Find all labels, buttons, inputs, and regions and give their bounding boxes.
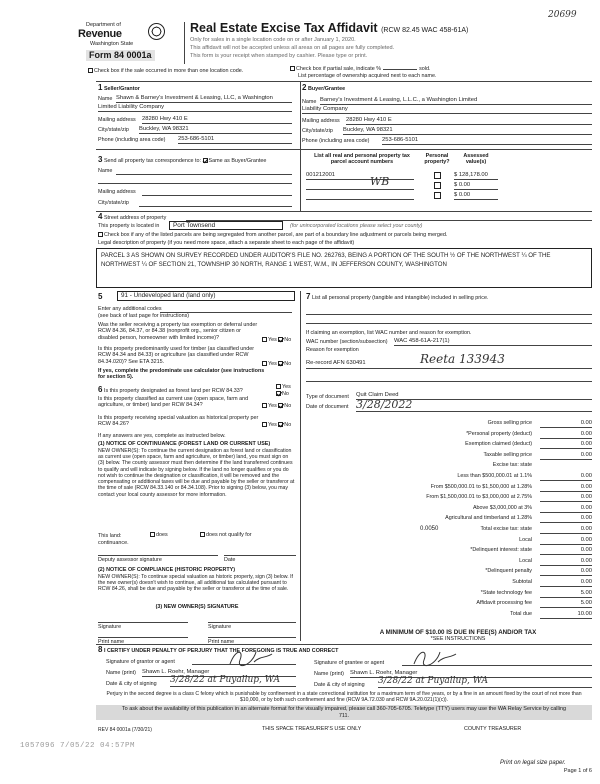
grantee-sig-label: Signature of grantee or agent [314,660,385,666]
minimum-notice: A MINIMUM OF $10.00 IS DUE IN FEE(S) AND/OR TAX [379,629,537,636]
buyer-city-label: City/state/zip [302,128,333,134]
timber-question: Is this property predominantly used for timber (as classified under RCW 84.34 and 84.33) or agriculture (as classified under RCW 84.34.020)? See ETA 3215. [98,346,255,365]
parcel-3-field[interactable] [306,199,414,200]
current-use-question: Is this property classified as current use (open space, farm and agriculture, or timber) land per RCW 84.34? [98,396,249,409]
tax-row-value[interactable]: 0.00 [540,441,592,449]
segregated-check[interactable]: Check box if any of the listed parcels are being segregated from another parcel, are part of a boundary line adjustment or parcels being merged. [98,232,447,238]
personal-header: Personal property? [424,153,450,166]
tax-row [306,611,592,620]
buyer-address-label: Mailing address [302,118,340,124]
tax-row-label: *State technology fee [480,589,532,596]
tax-row-label: Local [519,557,532,564]
tax-row-label: Local [519,536,532,543]
county-treasurer-label: COUNTY TREASURER [464,726,522,732]
sig-label-1: Signature [98,624,122,630]
tax-row-label: Less than $500,000.01 at 1.1% [457,473,532,479]
new-owner-sig-title: (3) NEW OWNER(S) SIGNATURE [155,604,239,610]
deputy-label: Deputy assessor signature [98,557,162,563]
does-not-checkbox[interactable]: does not qualify for [200,532,252,538]
seller-name-label: Name [98,96,113,102]
personal-2-checkbox[interactable] [434,182,442,189]
grantee-date-field[interactable]: 3/28/22 at Puyallup, WA [378,676,592,688]
tax-row [306,579,592,588]
location-select[interactable]: Port Townsend [169,221,283,230]
tax-row-label: Excise tax: state [492,462,532,469]
tax-row-value[interactable]: 0.00 [540,452,592,460]
deputy-date-label: Date [224,557,236,563]
tax-row-value[interactable]: 0.00 [540,473,592,481]
tax-row [306,590,592,599]
tax-row-value[interactable]: 5.00 [540,600,592,608]
tax-row [306,568,592,577]
parcel-1-field[interactable]: 001212001 [306,172,414,180]
assessed-value-1[interactable]: $ 128,178.00 [454,172,498,180]
tax-row-label: Affidavit processing fee [476,600,532,607]
tax-row [306,505,592,514]
tax-row [306,441,592,450]
tax-row [306,526,592,535]
buyer-address-field[interactable]: 28280 Hwy 410 E [346,117,592,125]
multi-location-check[interactable]: Check box if the sale occurred in more than one location code. [88,68,243,74]
this-land-label: This land: [98,533,122,539]
tax-row-label: Subtotal [512,579,532,585]
seller-name-field[interactable]: Shawn & Barney's Investment & Leasing, LLC, a Washington [116,95,292,103]
checkbox[interactable] [88,68,93,73]
tax-row-value[interactable]: 0.00 [540,494,592,502]
list-percentage-note: List percentage of ownership acquired next to each name. [298,73,437,79]
assessed-value-3[interactable]: $ 0.00 [454,192,498,200]
seller-city-label: City/state/zip [98,127,129,133]
form-title: Real Estate Excise Tax Affidavit (RCW 82.45 WAC 458-61A) [190,21,469,35]
located-label: This property is located in [98,223,160,229]
tax-row-value[interactable]: 0.00 [540,526,592,534]
section5-number: 5 [98,292,103,301]
additional-codes-label: Enter any additional codes [98,306,162,312]
located-note: (for unincorporated locations please select your county) [290,223,423,229]
tax-row-label: Total excise tax: state [480,526,532,532]
owner-signature-2[interactable] [208,622,296,623]
tax-row-value[interactable]: 5.00 [540,590,592,598]
reason-field[interactable]: Re-record AFN 630491 [306,360,592,369]
tax-row [306,420,592,429]
certify-heading: 8 I CERTIFY UNDER PENALTY OF PERJURY THAT THE FOREGOING IS TRUE AND CORRECT [98,645,339,654]
predominate-use-note: If yes, complete the predominate use calculator (see instructions for section 5). [98,368,265,381]
historic-question: Is this property receiving special valuation as historical property per RCW 84.26? [98,415,259,428]
legal-paper-note: Print on legal size paper. [500,760,566,766]
checkbox[interactable] [290,66,295,71]
wac-label: WAC number (section/subsection) [306,339,388,345]
print-label-1: Print name [98,639,125,645]
seller-city-field[interactable]: Buckley, WA 98321 [139,126,292,134]
grantor-name-field[interactable]: Shawn L. Roehr, Manager [142,669,296,677]
seller-address-field[interactable]: 28280 Hwy 410 E [142,116,292,124]
reason-label: Reason for exemption [306,347,359,353]
grantee-signature-image [410,646,460,668]
see-instructions: *SEE INSTRUCTIONS [430,636,486,642]
if-yes-note: If any answers are yes, complete as instructed below. [98,433,226,439]
legal-desc-label: Legal description of property (if you need more space, attach a separate sheet to each page of the affidavit) [98,240,355,246]
land-use-select[interactable]: 91 - Undeveloped land (land only) [117,291,295,301]
tax-row [306,484,592,493]
buyer-name-label: Name [302,99,317,105]
grantor-name-label: Name (print) [106,670,136,676]
treasurer-use-label: THIS SPACE TREASURER'S USE ONLY [262,726,362,732]
q6-3-yes-no[interactable]: Yes No [262,422,291,428]
deputy-date-field[interactable] [224,555,296,556]
tax-row-label: Gross selling price [487,420,532,426]
grantor-signature-image [226,646,276,668]
corr-city-label: City/state/zip [98,200,129,206]
section3-heading: 3 Send all property tax correspondence to: Same as Buyer/Grantee [98,155,267,164]
print-label-2: Print name [208,639,235,645]
forest-land-question: 6 Is this property designated as forest land per RCW 84.33? [98,385,243,394]
tax-row-value[interactable]: 0.00 [540,547,592,555]
seal-icon [148,23,165,40]
buyer-phone-label: Phone (including area code) [302,138,370,144]
assessed-header: Assessed value(s) [463,153,489,166]
q6-1-yes-no[interactable]: Yes [276,384,291,390]
tax-row [306,537,592,546]
page-number: Page 1 of 6 [563,768,592,774]
grantor-sig-label: Signature of grantor or agent [106,659,175,665]
doc-date-field[interactable]: 3/28/2022 [356,398,592,412]
owner-print-2[interactable] [208,637,296,638]
personal-property-field-2[interactable] [306,323,592,324]
revision-label: REV 84 0001a (7/30/21) [98,727,152,733]
seller-heading: 1 Seller/Grantor [98,83,140,92]
buyer-name-field-2[interactable]: Liability Company [302,106,592,114]
tax-row [306,515,592,524]
seller-phone-label: Phone (including area code) [98,137,166,143]
reason-handwritten: Reeta 133943 [420,352,505,366]
notice-compliance-title: (2) NOTICE OF COMPLIANCE (HISTORIC PROPERTY) [98,567,236,573]
subtitle-2: This affidavit will not be accepted unless all areas on all pages are fully completed. [190,45,395,51]
parcel-initials: WB [370,175,390,188]
street-address-row: 4 Street address of property [98,212,167,221]
tax-row [306,600,592,609]
seller-name-field-2[interactable]: Limited Liability Company [98,104,292,112]
tax-row-label: From $500,000.01 to $1,500,000 at 1.28% [430,483,532,490]
tax-row-label: Above $3,000,000 at 3% [472,504,532,511]
tax-row-value[interactable]: 0.00 [540,537,592,545]
tax-row-label: *Personal property (deduct) [466,430,532,437]
tax-row [306,558,592,567]
corner-number: 20699 [548,10,577,20]
tax-row-value[interactable]: 0.00 [540,579,592,587]
personal-property-label: 7 List all personal property (tangible and intangible) included in selling price. [306,292,489,301]
tax-row-label: *Delinquent penalty [485,568,532,575]
q2-yes-no[interactable]: Yes No [262,361,291,367]
tax-row-value[interactable]: 0.00 [540,484,592,492]
tax-row-label: From $1,500,000.01 to $3,000,000 at 2.75% [426,494,532,501]
tax-row-label: *Delinquent interest: state [470,547,532,554]
owner-signature-1[interactable] [98,622,188,623]
tax-row [306,452,592,461]
tax-row [306,494,592,503]
dept-line3: Washington State [90,41,134,47]
tax-row-value[interactable]: 0.00 [540,420,592,428]
seller-address-label: Mailing address [98,117,136,123]
q6-1-no[interactable]: No [276,391,289,397]
tax-row-label: Exemption claimed (deduct) [465,441,532,448]
buyer-name-field[interactable]: Barney's Investment & Leasing, L.L.C., a Washington Limited [320,97,592,105]
tax-row-label: Total due [510,610,532,617]
availability-notice: To ask about the availability of this publication in an alternate format for the visually impaired, please call 360-705-6705. Teletype (TTY) users may use the WA Relay Service by calling 711. [96,705,592,720]
doc-type-field[interactable]: Quit Claim Deed [356,392,592,400]
grantee-name-label: Name (print) [314,671,344,677]
tax-row-value[interactable]: 0.00 [540,505,592,513]
corr-address-label: Mailing address [98,189,136,195]
doc-date-label: Date of document [306,404,349,410]
grantor-date-label: Date & city of signing [106,681,157,687]
corr-city-field[interactable] [139,206,292,207]
tax-row-value[interactable]: 0.00 [540,515,592,523]
tax-row [306,462,592,471]
personal-property-field[interactable] [306,314,592,315]
notice-continuance-title: (1) NOTICE OF CONTINUANCE (FOREST LAND OR CURRENT USE) [98,441,271,447]
sig-label-2: Signature [208,624,232,630]
notice-compliance-text: NEW OWNER(S): To continue special valuation as historic property, sign (3) below. If the new owner(s) doesn't wish to continue, all additional tax calculated pursuant to RCW 84.26, shall be due and payable by the seller or transferor at the time of sale. [98,574,293,593]
buyer-phone-field[interactable]: 253-686-5101 [382,137,592,145]
corr-name-field[interactable] [116,174,292,175]
corr-address-field[interactable] [142,195,292,196]
form-number: Form 84 0001a [86,50,155,61]
assessed-value-2[interactable]: $ 0.00 [454,182,498,190]
exemption-instructions: If claiming an exemption, list WAC number and reason for exemption. [306,330,472,336]
tax-row [306,547,592,556]
corr-name-field-2[interactable] [98,183,292,184]
subtitle-1: Only for sales in a single location code on or after January 1, 2020. [190,37,356,43]
corr-name-label: Name [98,168,113,174]
buyer-city-field[interactable]: Buckley, WA 98321 [343,127,592,135]
personal-3-checkbox[interactable] [434,192,442,199]
legal-description-field[interactable]: PARCEL 3 AS SHOWN ON SURVEY RECORDED UNDER AUDITOR'S FILE NO. 262763, BEING A PORTION OF THE SOUTH ½ OF THE NORTHWEST ¼ OF THE NORTHWEST ¼ OF SECTION 21, TOWNSHIP 30 NORTH, RANGE 1 WEST, W.M., IN JEFFERSON COUNTY, WASHINGTON [96,248,592,288]
grantor-date-field[interactable]: 3/28/22 at Puyallup, WA [170,675,296,687]
recording-stamp: 1057096 7/05/22 04:57PM [20,742,136,750]
tax-row-value[interactable]: 0.00 [540,558,592,566]
seller-phone-field[interactable]: 253-686-5101 [178,136,292,144]
see-back-note: (see back of last page for instructions) [98,313,190,319]
dept-line1: Department of [86,22,121,28]
subtitle-3: This form is your receipt when stamped by cashier. Please type or print. [190,53,368,59]
exemption-question: Was the seller receiving a property tax exemption or deferral under RCW 84.36, 84.37, or 84.38 (nonprofit org., senior citizen or disabled person, homeowner with limited income)? [98,322,258,341]
parcel-2-field[interactable] [306,189,414,190]
continuance-label: continuance. [98,540,129,546]
notice-continuance-text: NEW OWNER(S): To continue the current designation as forest land or classification as current use (open space, farm and agriculture, or timber) land, you must sign on (3) below. The county assessor must then determine if the land transferred continues to qualify and will indicate by signing below. If the land no longer qualifies or you do not wish to continue the designation or classification, it will be removed and the compensating or additional taxes will be due and payable by the seller or transferor at the time of sale (RCW 84.33.140 or 84.34.108). Prior to signing (3) below, you may contact your local county assessor for more information. [98,448,295,498]
tax-row-value[interactable]: 10.00 [540,611,592,619]
q1-yes-no[interactable]: Yes No [262,337,291,343]
parcel-header: List all real and personal property tax parcel account numbers [314,153,410,166]
same-as-buyer-checkbox[interactable] [203,158,208,163]
tax-row [306,473,592,482]
dept-line2: Revenue [78,28,122,40]
owner-print-1[interactable] [98,637,188,638]
q6-2-yes-no[interactable]: Yes No [262,403,291,409]
local-rate: 0.0050 [420,526,439,532]
doc-type-label: Type of document [306,394,349,400]
grantee-name-field[interactable]: Shawn L. Roehr, Manager [350,670,592,678]
tax-row [306,431,592,440]
perjury-notice: Perjury in the second degree is a class C felony which is punishable by confinement in a state correctional institution for a maximum term of five years, or by a fine in an amount fixed by the court of not more than $10,000, or by both such confinement and fine (RCW 9A.72.030 and RCW 9A.20.021(1)(c)). [106,691,582,704]
wac-field[interactable]: WAC 458-61A-217(1) [394,338,592,346]
buyer-heading: 2 Buyer/Grantee [302,83,346,92]
tax-row-value[interactable]: 0.00 [540,568,592,576]
deputy-signature-field[interactable] [98,555,218,556]
reason-field-2[interactable] [306,381,592,382]
partial-sale-check[interactable]: Check box if partial sale, indicate % sold. [290,66,431,72]
tax-row-label: Agricultural and timberland at 1.28% [445,515,532,522]
personal-1-checkbox[interactable] [434,172,442,179]
does-checkbox[interactable]: does [150,532,168,538]
tax-row-value[interactable]: 0.00 [540,431,592,439]
grantee-date-label: Date & city of signing [314,682,365,688]
tax-row-label: Taxable selling price [483,451,532,458]
